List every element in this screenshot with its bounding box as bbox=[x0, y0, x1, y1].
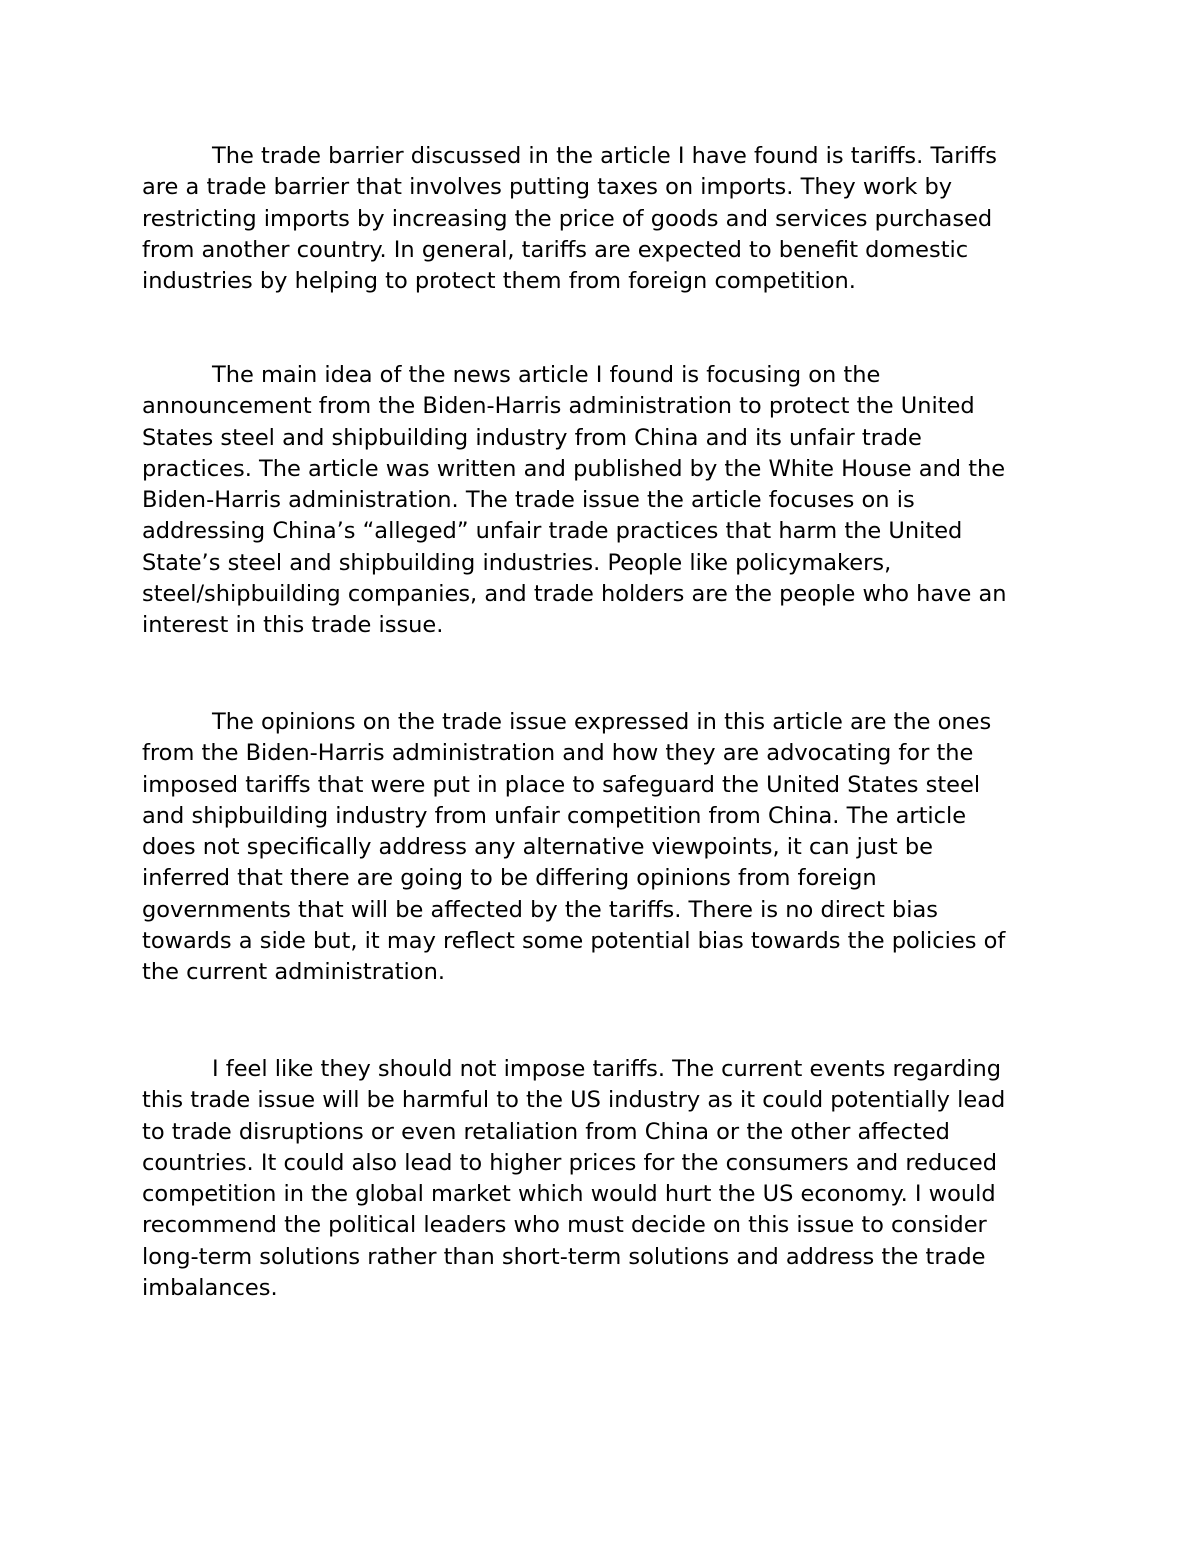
paragraph-line: from another country. In general, tariffs are expected to benefit domestic bbox=[142, 236, 969, 263]
paragraph-line: interest in this trade issue. bbox=[142, 612, 444, 639]
paragraph-line: inferred that there are going to be differing opinions from foreign bbox=[142, 865, 877, 892]
paragraph-line: this trade issue will be harmful to the US industry as it could potentially lead bbox=[142, 1087, 1006, 1114]
paragraph-line: the current administration. bbox=[142, 959, 445, 986]
paragraph-line: are a trade barrier that involves putting taxes on imports. They work by bbox=[142, 174, 953, 201]
paragraph-line: restricting imports by increasing the price of goods and services purchased bbox=[142, 205, 993, 232]
paragraph-line: recommend the political leaders who must decide on this issue to consider bbox=[142, 1212, 987, 1239]
paragraph-line: addressing China’s “alleged” unfair trade practices that harm the United bbox=[142, 518, 963, 545]
paragraph-line: I feel like they should not impose tariffs. The current events regarding bbox=[212, 1056, 1002, 1082]
paragraph-line: imposed tariffs that were put in place to safeguard the United States steel bbox=[142, 771, 981, 798]
paragraph-line: announcement from the Biden-Harris administration to protect the United bbox=[142, 393, 975, 420]
paragraph-line: and shipbuilding industry from unfair competition from China. The article bbox=[142, 802, 967, 829]
paragraph-line: imbalances. bbox=[142, 1275, 278, 1302]
paragraph-main-idea bbox=[142, 360, 1072, 642]
paragraph-line: States steel and shipbuilding industry from China and its unfair trade bbox=[142, 424, 922, 451]
paragraph-line: to trade disruptions or even retaliation from China or the other affected bbox=[142, 1118, 950, 1145]
paragraph-line: The main idea of the news article I found is focusing on the bbox=[212, 362, 881, 388]
paragraph-line: The opinions on the trade issue expressed in this article are the ones bbox=[212, 709, 992, 735]
paragraph-line: long-term solutions rather than short-term solutions and address the trade bbox=[142, 1243, 986, 1270]
paragraph-line: from the Biden-Harris administration and how they are advocating for the bbox=[142, 740, 974, 767]
paragraph-line: The trade barrier discussed in the article I have found is tariffs. Tariffs bbox=[212, 143, 997, 169]
paragraph-personal-view bbox=[142, 1054, 1072, 1304]
paragraph-line: governments that will be affected by the tariffs. There is no direct bias bbox=[142, 896, 938, 923]
paragraph-line: steel/shipbuilding companies, and trade holders are the people who have an bbox=[142, 581, 1007, 608]
paragraph-line: countries. It could also lead to higher prices for the consumers and reduced bbox=[142, 1149, 997, 1176]
paragraph-line: State’s steel and shipbuilding industries. People like policymakers, bbox=[142, 549, 892, 576]
paragraph-line: towards a side but, it may reflect some potential bias towards the policies of bbox=[142, 928, 1006, 955]
paragraph-trade-barrier bbox=[142, 141, 1072, 297]
paragraph-line: Biden-Harris administration. The trade issue the article focuses on is bbox=[142, 487, 915, 514]
paragraph-line: practices. The article was written and published by the White House and the bbox=[142, 455, 1006, 482]
paragraph-opinions bbox=[142, 707, 1072, 989]
paragraph-line: industries by helping to protect them from foreign competition. bbox=[142, 268, 856, 295]
paragraph-line: competition in the global market which would hurt the US economy. I would bbox=[142, 1181, 996, 1208]
paragraph-line: does not specifically address any alternative viewpoints, it can just be bbox=[142, 834, 933, 861]
